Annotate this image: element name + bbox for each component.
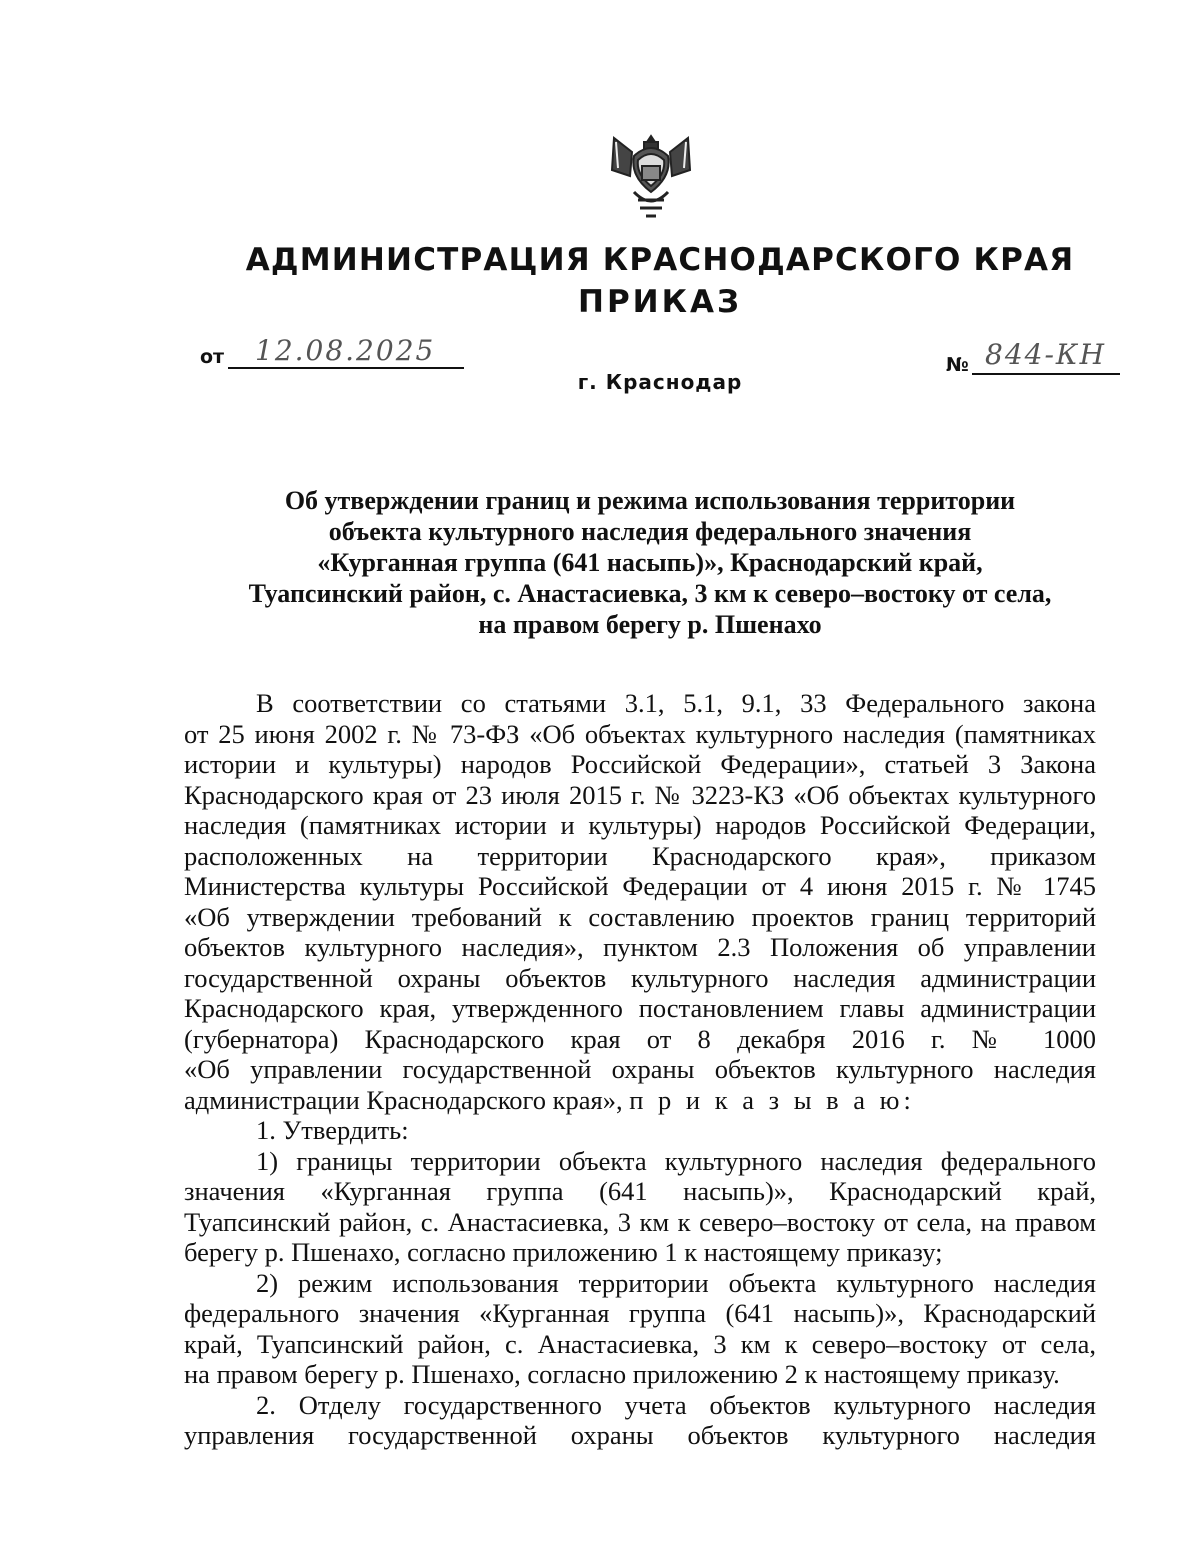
body-line: управления государственной охраны объектов культурного наследия [184,1420,1096,1450]
body-line: 2) режим использования территории объекта культурного наследия [256,1267,1096,1298]
date-label: от [200,346,225,368]
subject-line: Туапсинский район, с. Анастасиевка, 3 км к северо–востоку от села, [248,579,1052,608]
body-line: наследия (памятниках истории и культуры) народов Российской Федерации, [184,810,1096,840]
body-line: Краснодарского края, утвержденного постановлением главы администрации [184,993,1096,1023]
body-line: «Об утверждении требований к составлению проектов границ территорий [184,901,1096,932]
coat-of-arms-icon [604,130,698,222]
subject-line: «Курганная группа (641 насыпь)», Краснодарский край, [317,548,983,577]
number-label: № [946,354,969,376]
body-line: федерального значения «Курганная группа (641 насыпь)», Краснодарский [184,1298,1096,1328]
organization-title: АДМИНИСТРАЦИЯ КРАСНОДАРСКОГО КРАЯ [245,242,1075,278]
body-line: 1) границы территории объекта культурного наследия федерального [256,1145,1096,1176]
body-line: расположенных на территории Краснодарского края», приказом [184,840,1096,871]
number-underline [972,373,1120,375]
body-line: истории и культуры) народов Российской Федерации», статьей 3 Закона [184,749,1096,779]
body-line: Министерства культуры Российской Федерации от 4 июня 2015 г. № 1745 [184,871,1096,901]
body-line: администрации Краснодарского края», [184,1084,630,1115]
subject-line: на правом берегу р. Пшенахо [478,610,822,639]
body-line: Туапсинский район, с. Анастасиевка, 3 км к северо–востоку от села, на правом [184,1206,1096,1237]
order-body [184,688,1096,1451]
body-line: край, Туапсинский район, с. Анастасиевка, 3 км к северо–востоку от села, [184,1328,1096,1359]
body-line: на правом берегу р. Пшенахо, согласно приложению 2 к настоящему приказу. [184,1359,1060,1389]
body-line: В соответствии со статьями 3.1, 5.1, 9.1, 33 Федерального закона [256,688,1096,718]
body-line: от 25 июня 2002 г. № 73-ФЗ «Об объектах культурного наследия (памятниках [184,718,1096,749]
body-line: 1. Утвердить: [256,1115,409,1145]
body-line: берегу р. Пшенахо, согласно приложению 1 к настоящему приказу; [184,1237,943,1267]
body-line: объектов культурного наследия», пунктом 2.3 Положения об управлении [184,932,1096,962]
date-underline [228,367,464,369]
body-line: Краснодарского края от 23 июля 2015 г. № 3223-КЗ «Об объектах культурного [184,779,1096,810]
body-line: (губернатора) Краснодарского края от 8 декабря 2016 г. № 1000 [184,1023,1096,1054]
order-word: п р и к а з ы в а ю: [629,1084,915,1115]
number-value: 844-КН [985,338,1106,371]
body-line: значения «Курганная группа (641 насыпь)», Краснодарский край, [184,1176,1096,1206]
date-value: 12.08.2025 [255,334,436,367]
subject-line: Об утверждении границ и режима использования территории [284,486,1016,515]
subject-line: объекта культурного наследия федерального значения [328,517,972,546]
city: г. Краснодар [577,370,743,394]
body-line: «Об управлении государственной охраны объектов культурного наследия [184,1054,1096,1084]
body-line: государственной охраны объектов культурного наследия администрации [184,962,1096,993]
document-type: ПРИКАЗ [578,284,742,320]
body-line: 2. Отделу государственного учета объектов культурного наследия [256,1389,1096,1420]
body-line-order [184,1085,1096,1116]
order-subject [200,485,1100,640]
